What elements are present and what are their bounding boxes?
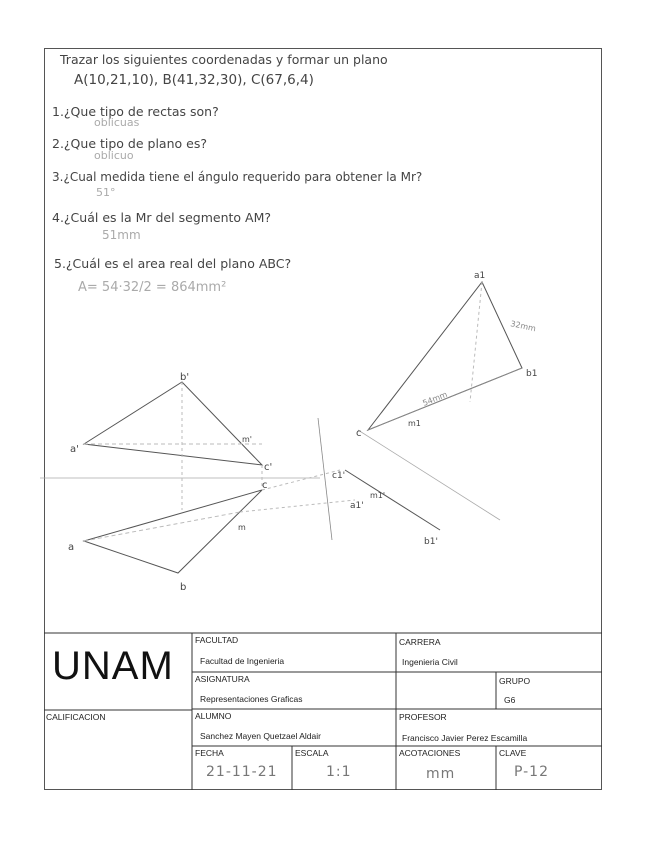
label-a-top: a' — [70, 444, 79, 455]
dimension-54: 54mm — [421, 389, 449, 408]
acotaciones-label: ACOTACIONES — [399, 748, 461, 758]
answer-1: oblicuas — [94, 116, 140, 129]
label-m1-true: m1 — [408, 419, 421, 428]
question-1: 1.¿Que tipo de rectas son? — [52, 104, 219, 119]
grupo-label: GRUPO — [499, 676, 531, 686]
label-m-top: m' — [242, 435, 252, 444]
escala-value: 1:1 — [326, 764, 352, 780]
label-b1-true: b1 — [526, 369, 538, 379]
label-c-bot: c — [262, 480, 268, 491]
asignatura-label: ASIGNATURA — [195, 674, 250, 684]
label-a1: a1' — [350, 501, 364, 511]
alumno-value: Sanchez Mayen Quetzael Aldair — [200, 731, 321, 741]
header-line-2: A(10,21,10), B(41,32,30), C(67,6,4) — [74, 72, 314, 88]
label-b-bot: b — [180, 582, 187, 593]
label-b-top: b' — [180, 372, 190, 383]
question-2: 2.¿Que tipo de plano es? — [52, 136, 207, 151]
clave-value: P-12 — [514, 764, 550, 780]
facultad-label: FACULTAD — [195, 635, 239, 645]
label-c1: c1' — [332, 471, 346, 481]
fecha-value: 21-11-21 — [206, 764, 278, 780]
carrera-label: CARRERA — [399, 637, 441, 647]
profesor-label: PROFESOR — [399, 712, 447, 722]
label-m1: m1' — [370, 491, 386, 500]
alumno-label: ALUMNO — [195, 711, 232, 721]
grupo-value: G6 — [504, 695, 516, 705]
answer-3: 51° — [96, 186, 116, 199]
calificacion-label: CALIFICACION — [46, 712, 106, 722]
label-a-bot: a — [68, 542, 75, 553]
label-m-bot: m — [238, 523, 246, 532]
carrera-value: Ingenieria Civil — [402, 657, 458, 667]
question-3: 3.¿Cual medida tiene el ángulo requerido para obtener la Mr? — [52, 170, 423, 184]
asignatura-value: Representaciones Graficas — [200, 694, 303, 704]
acotaciones-value: mm — [426, 766, 456, 782]
unam-logo: UNAM — [52, 644, 174, 688]
label-c-true: c — [356, 428, 362, 439]
answer-5: A= 54·32/2 = 864mm² — [78, 280, 227, 295]
question-4: 4.¿Cuál es la Mr del segmento AM? — [52, 210, 271, 225]
header-line-1: Trazar los siguientes coordenadas y formar un plano — [60, 52, 388, 67]
dimension-32: 32mm — [509, 319, 537, 334]
label-a1-true: a1 — [474, 271, 486, 281]
fecha-label: FECHA — [195, 748, 224, 758]
profesor-value: Francisco Javier Perez Escamilla — [402, 733, 528, 743]
label-c-top: c' — [264, 462, 273, 473]
answer-2: oblicuo — [94, 149, 134, 162]
label-b1: b1' — [424, 537, 438, 547]
escala-label: ESCALA — [295, 748, 329, 758]
answer-4: 51mm — [102, 228, 141, 242]
facultad-value: Facultad de Ingenieria — [200, 656, 285, 666]
question-5: 5.¿Cuál es el area real del plano ABC? — [54, 256, 292, 271]
clave-label: CLAVE — [499, 748, 527, 758]
